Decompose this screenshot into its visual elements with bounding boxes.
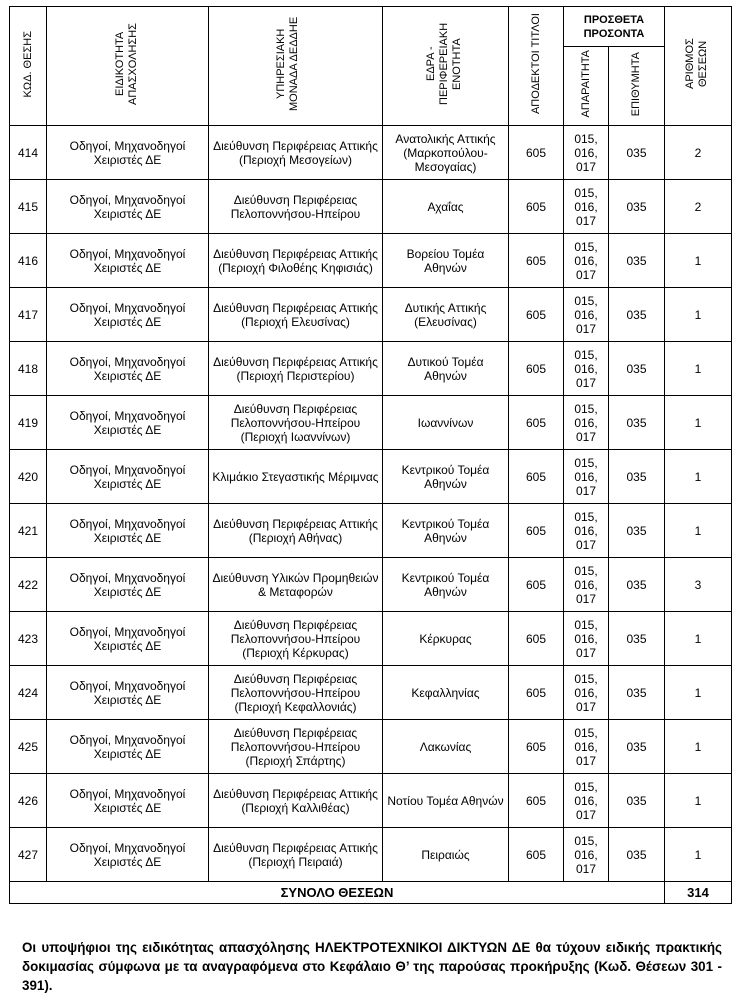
cell-unit: Διεύθυνση Περιφέρειας Πελοποννήσου-Ηπείρου (Περιοχή Ιωαννίνων) — [209, 396, 383, 450]
header-desired-label: ΕΠΙΘΥΜΗΤΑ — [630, 52, 642, 117]
cell-required: 015, 016, 017 — [564, 180, 609, 234]
cell-code: 414 — [10, 126, 47, 180]
cell-specialty: Οδηγοί, Μηχανοδηγοί Χειριστές ΔΕ — [47, 558, 209, 612]
cell-seat: Δυτικής Αττικής (Ελευσίνας) — [383, 288, 509, 342]
cell-desired: 035 — [609, 450, 665, 504]
cell-seat: Ανατολικής Αττικής (Μαρκοπούλου-Μεσογαίας) — [383, 126, 509, 180]
table-row — [10, 774, 732, 828]
header-desired — [609, 47, 665, 126]
cell-positions: 1 — [665, 720, 732, 774]
cell-titles: 605 — [509, 180, 564, 234]
cell-specialty: Οδηγοί, Μηχανοδηγοί Χειριστές ΔΕ — [47, 612, 209, 666]
cell-unit: Διεύθυνση Περιφέρειας Πελοποννήσου-Ηπείρου — [209, 180, 383, 234]
cell-code: 417 — [10, 288, 47, 342]
cell-titles: 605 — [509, 558, 564, 612]
cell-required: 015, 016, 017 — [564, 234, 609, 288]
cell-specialty: Οδηγοί, Μηχανοδηγοί Χειριστές ΔΕ — [47, 288, 209, 342]
cell-desired: 035 — [609, 612, 665, 666]
cell-positions: 2 — [665, 180, 732, 234]
cell-specialty: Οδηγοί, Μηχανοδηγοί Χειριστές ΔΕ — [47, 396, 209, 450]
cell-required: 015, 016, 017 — [564, 126, 609, 180]
header-positions — [665, 7, 732, 126]
cell-seat: Ιωαννίνων — [383, 396, 509, 450]
cell-specialty: Οδηγοί, Μηχανοδηγοί Χειριστές ΔΕ — [47, 342, 209, 396]
cell-desired: 035 — [609, 396, 665, 450]
cell-positions: 1 — [665, 774, 732, 828]
cell-titles: 605 — [509, 288, 564, 342]
cell-code: 422 — [10, 558, 47, 612]
cell-required: 015, 016, 017 — [564, 666, 609, 720]
cell-required: 015, 016, 017 — [564, 774, 609, 828]
cell-code: 425 — [10, 720, 47, 774]
cell-positions: 1 — [665, 396, 732, 450]
header-seat — [383, 7, 509, 126]
cell-code: 418 — [10, 342, 47, 396]
cell-desired: 035 — [609, 234, 665, 288]
cell-required: 015, 016, 017 — [564, 612, 609, 666]
cell-desired: 035 — [609, 342, 665, 396]
header-positions-label: ΑΡΙΘΜΟΣ ΘΕΣΕΩΝ — [684, 38, 709, 90]
cell-seat: Λακωνίας — [383, 720, 509, 774]
cell-code: 416 — [10, 234, 47, 288]
cell-unit: Διεύθυνση Περιφέρειας Αττικής (Περιοχή Αθήνας) — [209, 504, 383, 558]
cell-specialty: Οδηγοί, Μηχανοδηγοί Χειριστές ΔΕ — [47, 234, 209, 288]
cell-titles: 605 — [509, 126, 564, 180]
header-seat-label: ΕΔΡΑ - ΠΕΡΙΦΕΡΕΙΑΚΗ ΕΝΟΤΗΤΑ — [424, 22, 463, 106]
header-extra-quals — [564, 7, 665, 47]
cell-desired: 035 — [609, 558, 665, 612]
cell-unit: Διεύθυνση Περιφέρειας Αττικής (Περιοχή Καλλιθέας) — [209, 774, 383, 828]
header-unit-label: ΥΠΗΡΕΣΙΑΚΗ ΜΟΝΑΔΑ ΔΕΔΔΗΕ — [274, 16, 300, 112]
header-titles — [509, 7, 564, 126]
cell-specialty: Οδηγοί, Μηχανοδηγοί Χειριστές ΔΕ — [47, 666, 209, 720]
cell-seat: Κεντρικού Τομέα Αθηνών — [383, 558, 509, 612]
cell-code: 424 — [10, 666, 47, 720]
cell-seat: Πειραιώς — [383, 828, 509, 882]
cell-specialty: Οδηγοί, Μηχανοδηγοί Χειριστές ΔΕ — [47, 450, 209, 504]
cell-code: 421 — [10, 504, 47, 558]
header-titles-label: ΑΠΟΔΕΚΤΟΙ ΤΙΤΛΟΙ — [529, 13, 542, 115]
cell-unit: Διεύθυνση Περιφέρειας Αττικής (Περιοχή Ελευσίνας) — [209, 288, 383, 342]
cell-titles: 605 — [509, 666, 564, 720]
cell-seat: Κεφαλληνίας — [383, 666, 509, 720]
cell-positions: 1 — [665, 288, 732, 342]
cell-code: 423 — [10, 612, 47, 666]
positions-table — [9, 6, 732, 904]
table-row — [10, 558, 732, 612]
cell-positions: 1 — [665, 612, 732, 666]
cell-titles: 605 — [509, 342, 564, 396]
cell-code: 415 — [10, 180, 47, 234]
table-row — [10, 828, 732, 882]
header-required — [564, 47, 609, 126]
cell-required: 015, 016, 017 — [564, 396, 609, 450]
cell-desired: 035 — [609, 126, 665, 180]
total-label: ΣΥΝΟΛΟ ΘΕΣΕΩΝ — [10, 882, 665, 904]
cell-specialty: Οδηγοί, Μηχανοδηγοί Χειριστές ΔΕ — [47, 126, 209, 180]
cell-required: 015, 016, 017 — [564, 720, 609, 774]
cell-positions: 1 — [665, 234, 732, 288]
header-extra-quals-label: ΠΡΟΣΘΕΤΑ ΠΡΟΣΟΝΤΑ — [583, 13, 645, 40]
cell-code: 426 — [10, 774, 47, 828]
cell-positions: 2 — [665, 126, 732, 180]
cell-positions: 1 — [665, 666, 732, 720]
table-header — [10, 7, 732, 126]
table-row — [10, 720, 732, 774]
cell-unit: Διεύθυνση Περιφέρειας Αττικής (Περιοχή Μεσογείων) — [209, 126, 383, 180]
table-row — [10, 396, 732, 450]
cell-titles: 605 — [509, 396, 564, 450]
cell-unit: Διεύθυνση Περιφέρειας Πελοποννήσου-Ηπείρου (Περιοχή Σπάρτης) — [209, 720, 383, 774]
cell-unit: Διεύθυνση Περιφέρειας Πελοποννήσου-Ηπείρου (Περιοχή Κέρκυρας) — [209, 612, 383, 666]
table-row — [10, 666, 732, 720]
cell-seat: Δυτικού Τομέα Αθηνών — [383, 342, 509, 396]
cell-unit: Διεύθυνση Περιφέρειας Αττικής (Περιοχή Πειραιά) — [209, 828, 383, 882]
cell-seat: Βορείου Τομέα Αθηνών — [383, 234, 509, 288]
cell-seat: Κεντρικού Τομέα Αθηνών — [383, 504, 509, 558]
cell-titles: 605 — [509, 450, 564, 504]
cell-titles: 605 — [509, 720, 564, 774]
cell-unit: Διεύθυνση Περιφέρειας Πελοποννήσου-Ηπείρου (Περιοχή Κεφαλλονιάς) — [209, 666, 383, 720]
cell-code: 420 — [10, 450, 47, 504]
cell-desired: 035 — [609, 504, 665, 558]
cell-specialty: Οδηγοί, Μηχανοδηγοί Χειριστές ΔΕ — [47, 180, 209, 234]
cell-seat: Νοτίου Τομέα Αθηνών — [383, 774, 509, 828]
table-row — [10, 180, 732, 234]
footnote: Οι υποψήφιοι της ειδικότητας απασχόλησης ΗΛΕΚΤΡΟΤΕΧΝΙΚΟΙ ΔΙΚΤΥΩΝ ΔΕ θα τύχουν ειδικής πρακτικής δοκιμασίας σύμφωνα με τα αναγραφόμενα στο Κεφάλαιο Θ’ της παρούσας προκήρυξης (Κωδ. Θέσεων 301 - 391). — [22, 940, 722, 993]
header-code — [10, 7, 47, 126]
cell-desired: 035 — [609, 828, 665, 882]
header-specialty-label: ΕΙΔΙΚΟΤΗΤΑ ΑΠΑΣΧΟΛΗΣΗΣ — [113, 23, 139, 105]
cell-positions: 1 — [665, 450, 732, 504]
cell-code: 427 — [10, 828, 47, 882]
cell-specialty: Οδηγοί, Μηχανοδηγοί Χειριστές ΔΕ — [47, 828, 209, 882]
cell-titles: 605 — [509, 828, 564, 882]
cell-positions: 1 — [665, 342, 732, 396]
cell-unit: Διεύθυνση Περιφέρειας Αττικής (Περιοχή Φιλοθέης Κηφισιάς) — [209, 234, 383, 288]
cell-required: 015, 016, 017 — [564, 288, 609, 342]
cell-desired: 035 — [609, 666, 665, 720]
header-required-label: ΑΠΑΡΑΙΤΗΤΑ — [579, 50, 592, 118]
cell-desired: 035 — [609, 774, 665, 828]
cell-titles: 605 — [509, 504, 564, 558]
header-unit — [209, 7, 383, 126]
cell-seat: Αχαΐας — [383, 180, 509, 234]
table-row — [10, 288, 732, 342]
cell-titles: 605 — [509, 612, 564, 666]
cell-required: 015, 016, 017 — [564, 450, 609, 504]
table-row — [10, 612, 732, 666]
cell-specialty: Οδηγοί, Μηχανοδηγοί Χειριστές ΔΕ — [47, 774, 209, 828]
table-body — [10, 126, 732, 882]
cell-seat: Κέρκυρας — [383, 612, 509, 666]
cell-desired: 035 — [609, 180, 665, 234]
cell-required: 015, 016, 017 — [564, 504, 609, 558]
cell-required: 015, 016, 017 — [564, 828, 609, 882]
header-code-label: ΚΩΔ. ΘΕΣΗΣ — [21, 30, 34, 98]
cell-required: 015, 016, 017 — [564, 558, 609, 612]
cell-positions: 1 — [665, 504, 732, 558]
cell-positions: 3 — [665, 558, 732, 612]
table-row — [10, 126, 732, 180]
header-specialty — [47, 7, 209, 126]
cell-specialty: Οδηγοί, Μηχανοδηγοί Χειριστές ΔΕ — [47, 720, 209, 774]
table-row — [10, 450, 732, 504]
cell-required: 015, 016, 017 — [564, 342, 609, 396]
cell-specialty: Οδηγοί, Μηχανοδηγοί Χειριστές ΔΕ — [47, 504, 209, 558]
cell-titles: 605 — [509, 234, 564, 288]
cell-unit: Διεύθυνση Υλικών Προμηθειών & Μεταφορών — [209, 558, 383, 612]
cell-code: 419 — [10, 396, 47, 450]
table-row — [10, 342, 732, 396]
total-value: 314 — [665, 882, 732, 904]
cell-desired: 035 — [609, 288, 665, 342]
cell-positions: 1 — [665, 828, 732, 882]
cell-titles: 605 — [509, 774, 564, 828]
cell-unit: Διεύθυνση Περιφέρειας Αττικής (Περιοχή Περιστερίου) — [209, 342, 383, 396]
cell-desired: 035 — [609, 720, 665, 774]
cell-unit: Κλιμάκιο Στεγαστικής Μέριμνας — [209, 450, 383, 504]
table-row — [10, 234, 732, 288]
cell-seat: Κεντρικού Τομέα Αθηνών — [383, 450, 509, 504]
table-row — [10, 504, 732, 558]
total-row — [10, 882, 732, 904]
